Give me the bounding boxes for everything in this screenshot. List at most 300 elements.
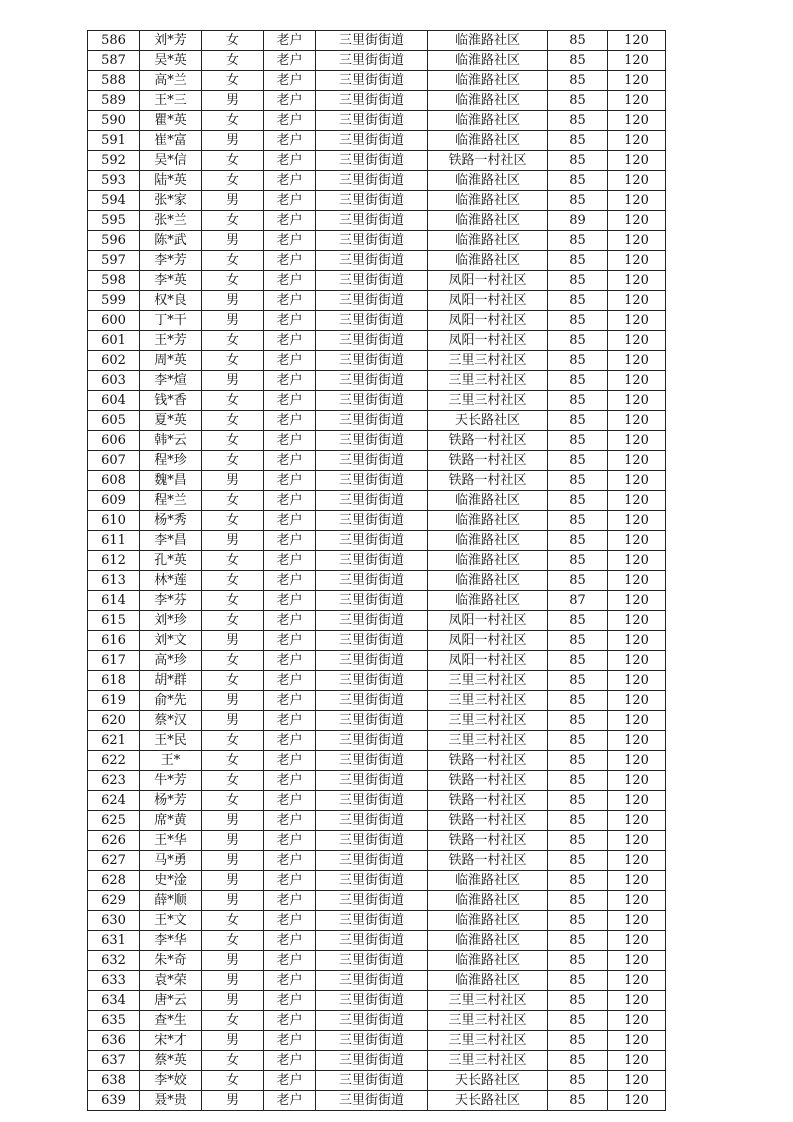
table-row xyxy=(88,1091,666,1111)
age-cell: 85 xyxy=(548,251,608,271)
gender-cell: 男 xyxy=(202,131,264,151)
amount-cell: 120 xyxy=(608,91,666,111)
subdistrict-cell: 三里街街道 xyxy=(316,951,428,971)
household-type-cell: 老户 xyxy=(264,471,316,491)
person-name-cell: 高*兰 xyxy=(140,71,202,91)
person-name-cell: 张*兰 xyxy=(140,211,202,231)
amount-cell: 120 xyxy=(608,391,666,411)
household-type-cell: 老户 xyxy=(264,731,316,751)
person-name-cell: 钱*香 xyxy=(140,391,202,411)
amount-cell: 120 xyxy=(608,1011,666,1031)
subdistrict-cell: 三里街街道 xyxy=(316,611,428,631)
community-cell: 临淮路社区 xyxy=(428,891,548,911)
person-name-cell: 丁*干 xyxy=(140,311,202,331)
community-cell: 三里三村社区 xyxy=(428,351,548,371)
household-type-cell: 老户 xyxy=(264,511,316,531)
row-number-cell: 606 xyxy=(88,431,140,451)
age-cell: 85 xyxy=(548,971,608,991)
household-type-cell: 老户 xyxy=(264,1011,316,1031)
subdistrict-cell: 三里街街道 xyxy=(316,451,428,471)
gender-cell: 女 xyxy=(202,911,264,931)
age-cell: 85 xyxy=(548,931,608,951)
table-row xyxy=(88,451,666,471)
row-number-cell: 605 xyxy=(88,411,140,431)
row-number-cell: 624 xyxy=(88,791,140,811)
gender-cell: 男 xyxy=(202,191,264,211)
age-cell: 85 xyxy=(548,391,608,411)
row-number-cell: 586 xyxy=(88,31,140,51)
age-cell: 85 xyxy=(548,1091,608,1111)
person-name-cell: 席*黄 xyxy=(140,811,202,831)
subdistrict-cell: 三里街街道 xyxy=(316,471,428,491)
community-cell: 凤阳一村社区 xyxy=(428,611,548,631)
person-name-cell: 崔*富 xyxy=(140,131,202,151)
subdistrict-cell: 三里街街道 xyxy=(316,491,428,511)
amount-cell: 120 xyxy=(608,531,666,551)
age-cell: 85 xyxy=(548,631,608,651)
community-cell: 天长路社区 xyxy=(428,1091,548,1111)
subdistrict-cell: 三里街街道 xyxy=(316,331,428,351)
community-cell: 三里三村社区 xyxy=(428,711,548,731)
amount-cell: 120 xyxy=(608,1091,666,1111)
table-row xyxy=(88,491,666,511)
row-number-cell: 600 xyxy=(88,311,140,331)
row-number-cell: 627 xyxy=(88,851,140,871)
community-cell: 临淮路社区 xyxy=(428,531,548,551)
subdistrict-cell: 三里街街道 xyxy=(316,711,428,731)
age-cell: 85 xyxy=(548,111,608,131)
gender-cell: 女 xyxy=(202,571,264,591)
age-cell: 85 xyxy=(548,351,608,371)
household-type-cell: 老户 xyxy=(264,371,316,391)
row-number-cell: 611 xyxy=(88,531,140,551)
household-type-cell: 老户 xyxy=(264,331,316,351)
row-number-cell: 587 xyxy=(88,51,140,71)
subdistrict-cell: 三里街街道 xyxy=(316,531,428,551)
row-number-cell: 596 xyxy=(88,231,140,251)
person-name-cell: 孔*英 xyxy=(140,551,202,571)
person-name-cell: 程*珍 xyxy=(140,451,202,471)
gender-cell: 男 xyxy=(202,1031,264,1051)
table-row xyxy=(88,551,666,571)
household-type-cell: 老户 xyxy=(264,691,316,711)
gender-cell: 男 xyxy=(202,811,264,831)
row-number-cell: 618 xyxy=(88,671,140,691)
amount-cell: 120 xyxy=(608,871,666,891)
household-type-cell: 老户 xyxy=(264,991,316,1011)
subdistrict-cell: 三里街街道 xyxy=(316,91,428,111)
community-cell: 三里三村社区 xyxy=(428,731,548,751)
person-name-cell: 吴*信 xyxy=(140,151,202,171)
row-number-cell: 604 xyxy=(88,391,140,411)
subdistrict-cell: 三里街街道 xyxy=(316,351,428,371)
gender-cell: 女 xyxy=(202,791,264,811)
row-number-cell: 625 xyxy=(88,811,140,831)
row-number-cell: 628 xyxy=(88,871,140,891)
amount-cell: 120 xyxy=(608,371,666,391)
gender-cell: 女 xyxy=(202,1051,264,1071)
amount-cell: 120 xyxy=(608,511,666,531)
table-row xyxy=(88,931,666,951)
person-name-cell: 韩*云 xyxy=(140,431,202,451)
person-name-cell: 李*英 xyxy=(140,271,202,291)
age-cell: 85 xyxy=(548,171,608,191)
community-cell: 临淮路社区 xyxy=(428,31,548,51)
subdistrict-cell: 三里街街道 xyxy=(316,131,428,151)
community-cell: 三里三村社区 xyxy=(428,671,548,691)
row-number-cell: 621 xyxy=(88,731,140,751)
gender-cell: 女 xyxy=(202,51,264,71)
community-cell: 三里三村社区 xyxy=(428,691,548,711)
gender-cell: 女 xyxy=(202,171,264,191)
gender-cell: 男 xyxy=(202,691,264,711)
row-number-cell: 588 xyxy=(88,71,140,91)
table-row xyxy=(88,291,666,311)
household-type-cell: 老户 xyxy=(264,71,316,91)
subdistrict-cell: 三里街街道 xyxy=(316,851,428,871)
amount-cell: 120 xyxy=(608,611,666,631)
household-type-cell: 老户 xyxy=(264,671,316,691)
table-row xyxy=(88,411,666,431)
gender-cell: 女 xyxy=(202,591,264,611)
amount-cell: 120 xyxy=(608,411,666,431)
person-name-cell: 胡*群 xyxy=(140,671,202,691)
age-cell: 85 xyxy=(548,671,608,691)
amount-cell: 120 xyxy=(608,211,666,231)
community-cell: 临淮路社区 xyxy=(428,91,548,111)
age-cell: 85 xyxy=(548,731,608,751)
person-name-cell: 权*良 xyxy=(140,291,202,311)
table-row xyxy=(88,991,666,1011)
age-cell: 85 xyxy=(548,1031,608,1051)
subdistrict-cell: 三里街街道 xyxy=(316,111,428,131)
row-number-cell: 615 xyxy=(88,611,140,631)
row-number-cell: 597 xyxy=(88,251,140,271)
age-cell: 85 xyxy=(548,551,608,571)
table-row xyxy=(88,251,666,271)
community-cell: 临淮路社区 xyxy=(428,191,548,211)
household-type-cell: 老户 xyxy=(264,491,316,511)
community-cell: 凤阳一村社区 xyxy=(428,331,548,351)
row-number-cell: 608 xyxy=(88,471,140,491)
table-row xyxy=(88,271,666,291)
person-name-cell: 唐*云 xyxy=(140,991,202,1011)
community-cell: 凤阳一村社区 xyxy=(428,271,548,291)
age-cell: 85 xyxy=(548,851,608,871)
gender-cell: 女 xyxy=(202,331,264,351)
person-name-cell: 李*煊 xyxy=(140,371,202,391)
age-cell: 85 xyxy=(548,451,608,471)
amount-cell: 120 xyxy=(608,571,666,591)
age-cell: 85 xyxy=(548,1011,608,1031)
household-type-cell: 老户 xyxy=(264,411,316,431)
household-type-cell: 老户 xyxy=(264,971,316,991)
community-cell: 临淮路社区 xyxy=(428,571,548,591)
gender-cell: 女 xyxy=(202,1011,264,1031)
table-row xyxy=(88,471,666,491)
subdistrict-cell: 三里街街道 xyxy=(316,831,428,851)
subdistrict-cell: 三里街街道 xyxy=(316,971,428,991)
table-row xyxy=(88,191,666,211)
age-cell: 85 xyxy=(548,331,608,351)
household-type-cell: 老户 xyxy=(264,891,316,911)
subdistrict-cell: 三里街街道 xyxy=(316,231,428,251)
household-type-cell: 老户 xyxy=(264,751,316,771)
table-row xyxy=(88,91,666,111)
age-cell: 85 xyxy=(548,411,608,431)
subdistrict-cell: 三里街街道 xyxy=(316,371,428,391)
amount-cell: 120 xyxy=(608,271,666,291)
gender-cell: 男 xyxy=(202,891,264,911)
gender-cell: 男 xyxy=(202,631,264,651)
community-cell: 临淮路社区 xyxy=(428,871,548,891)
row-number-cell: 636 xyxy=(88,1031,140,1051)
table-row xyxy=(88,151,666,171)
age-cell: 85 xyxy=(548,511,608,531)
household-type-cell: 老户 xyxy=(264,191,316,211)
community-cell: 三里三村社区 xyxy=(428,1011,548,1031)
subdistrict-cell: 三里街街道 xyxy=(316,391,428,411)
table-row xyxy=(88,771,666,791)
person-name-cell: 李*华 xyxy=(140,931,202,951)
community-cell: 凤阳一村社区 xyxy=(428,311,548,331)
table-row xyxy=(88,51,666,71)
household-type-cell: 老户 xyxy=(264,271,316,291)
household-type-cell: 老户 xyxy=(264,231,316,251)
table-row xyxy=(88,751,666,771)
household-type-cell: 老户 xyxy=(264,291,316,311)
subdistrict-cell: 三里街街道 xyxy=(316,791,428,811)
row-number-cell: 613 xyxy=(88,571,140,591)
subdistrict-cell: 三里街街道 xyxy=(316,211,428,231)
age-cell: 85 xyxy=(548,711,608,731)
person-name-cell: 史*淦 xyxy=(140,871,202,891)
age-cell: 85 xyxy=(548,571,608,591)
subdistrict-cell: 三里街街道 xyxy=(316,51,428,71)
table-row xyxy=(88,311,666,331)
gender-cell: 女 xyxy=(202,411,264,431)
household-type-cell: 老户 xyxy=(264,1031,316,1051)
amount-cell: 120 xyxy=(608,471,666,491)
community-cell: 临淮路社区 xyxy=(428,71,548,91)
amount-cell: 120 xyxy=(608,191,666,211)
row-number-cell: 617 xyxy=(88,651,140,671)
person-name-cell: 李*姣 xyxy=(140,1071,202,1091)
row-number-cell: 603 xyxy=(88,371,140,391)
age-cell: 85 xyxy=(548,651,608,671)
household-type-cell: 老户 xyxy=(264,1071,316,1091)
row-number-cell: 632 xyxy=(88,951,140,971)
row-number-cell: 589 xyxy=(88,91,140,111)
community-cell: 铁路一村社区 xyxy=(428,451,548,471)
person-name-cell: 王*华 xyxy=(140,831,202,851)
gender-cell: 女 xyxy=(202,351,264,371)
gender-cell: 女 xyxy=(202,391,264,411)
community-cell: 临淮路社区 xyxy=(428,211,548,231)
age-cell: 85 xyxy=(548,471,608,491)
age-cell: 85 xyxy=(548,291,608,311)
amount-cell: 120 xyxy=(608,71,666,91)
amount-cell: 120 xyxy=(608,791,666,811)
age-cell: 85 xyxy=(548,751,608,771)
table-row xyxy=(88,431,666,451)
subdistrict-cell: 三里街街道 xyxy=(316,291,428,311)
subdistrict-cell: 三里街街道 xyxy=(316,671,428,691)
gender-cell: 男 xyxy=(202,851,264,871)
amount-cell: 120 xyxy=(608,931,666,951)
person-name-cell: 刘*文 xyxy=(140,631,202,651)
subdistrict-cell: 三里街街道 xyxy=(316,171,428,191)
subdistrict-cell: 三里街街道 xyxy=(316,571,428,591)
person-name-cell: 薛*顺 xyxy=(140,891,202,911)
amount-cell: 120 xyxy=(608,711,666,731)
age-cell: 85 xyxy=(548,1051,608,1071)
age-cell: 85 xyxy=(548,131,608,151)
amount-cell: 120 xyxy=(608,491,666,511)
table-row xyxy=(88,1051,666,1071)
household-type-cell: 老户 xyxy=(264,391,316,411)
age-cell: 85 xyxy=(548,771,608,791)
person-name-cell: 聂*贵 xyxy=(140,1091,202,1111)
row-number-cell: 607 xyxy=(88,451,140,471)
table-body xyxy=(88,31,666,1111)
table-row xyxy=(88,851,666,871)
community-cell: 铁路一村社区 xyxy=(428,831,548,851)
age-cell: 85 xyxy=(548,871,608,891)
household-type-cell: 老户 xyxy=(264,91,316,111)
table-row xyxy=(88,371,666,391)
gender-cell: 女 xyxy=(202,751,264,771)
household-type-cell: 老户 xyxy=(264,151,316,171)
table-row xyxy=(88,531,666,551)
community-cell: 临淮路社区 xyxy=(428,911,548,931)
community-cell: 临淮路社区 xyxy=(428,111,548,131)
amount-cell: 120 xyxy=(608,151,666,171)
row-number-cell: 601 xyxy=(88,331,140,351)
community-cell: 凤阳一村社区 xyxy=(428,651,548,671)
age-cell: 85 xyxy=(548,71,608,91)
table-row xyxy=(88,691,666,711)
subdistrict-cell: 三里街街道 xyxy=(316,411,428,431)
person-name-cell: 杨*芳 xyxy=(140,791,202,811)
subdistrict-cell: 三里街街道 xyxy=(316,891,428,911)
age-cell: 85 xyxy=(548,371,608,391)
gender-cell: 男 xyxy=(202,991,264,1011)
person-name-cell: 李*芬 xyxy=(140,591,202,611)
age-cell: 85 xyxy=(548,191,608,211)
subdistrict-cell: 三里街街道 xyxy=(316,771,428,791)
community-cell: 临淮路社区 xyxy=(428,171,548,191)
table-row xyxy=(88,671,666,691)
gender-cell: 男 xyxy=(202,291,264,311)
household-type-cell: 老户 xyxy=(264,831,316,851)
amount-cell: 120 xyxy=(608,591,666,611)
age-cell: 85 xyxy=(548,811,608,831)
table-row xyxy=(88,831,666,851)
household-type-cell: 老户 xyxy=(264,871,316,891)
amount-cell: 120 xyxy=(608,231,666,251)
subdistrict-cell: 三里街街道 xyxy=(316,251,428,271)
gender-cell: 女 xyxy=(202,771,264,791)
table-row xyxy=(88,131,666,151)
age-cell: 85 xyxy=(548,611,608,631)
household-type-cell: 老户 xyxy=(264,1091,316,1111)
community-cell: 铁路一村社区 xyxy=(428,771,548,791)
community-cell: 临淮路社区 xyxy=(428,591,548,611)
row-number-cell: 629 xyxy=(88,891,140,911)
person-name-cell: 陆*英 xyxy=(140,171,202,191)
age-cell: 85 xyxy=(548,951,608,971)
amount-cell: 120 xyxy=(608,831,666,851)
gender-cell: 男 xyxy=(202,531,264,551)
gender-cell: 男 xyxy=(202,91,264,111)
table-row xyxy=(88,791,666,811)
person-name-cell: 林*莲 xyxy=(140,571,202,591)
person-name-cell: 宋*才 xyxy=(140,1031,202,1051)
subdistrict-cell: 三里街街道 xyxy=(316,71,428,91)
gender-cell: 女 xyxy=(202,511,264,531)
person-name-cell: 王*文 xyxy=(140,911,202,931)
amount-cell: 120 xyxy=(608,111,666,131)
community-cell: 铁路一村社区 xyxy=(428,811,548,831)
gender-cell: 女 xyxy=(202,671,264,691)
household-type-cell: 老户 xyxy=(264,951,316,971)
row-number-cell: 620 xyxy=(88,711,140,731)
community-cell: 铁路一村社区 xyxy=(428,151,548,171)
community-cell: 临淮路社区 xyxy=(428,551,548,571)
household-type-cell: 老户 xyxy=(264,131,316,151)
subdistrict-cell: 三里街街道 xyxy=(316,271,428,291)
table-row xyxy=(88,571,666,591)
household-type-cell: 老户 xyxy=(264,451,316,471)
community-cell: 凤阳一村社区 xyxy=(428,631,548,651)
amount-cell: 120 xyxy=(608,991,666,1011)
person-name-cell: 陈*武 xyxy=(140,231,202,251)
table-row xyxy=(88,171,666,191)
person-name-cell: 吴*英 xyxy=(140,51,202,71)
age-cell: 85 xyxy=(548,491,608,511)
row-number-cell: 626 xyxy=(88,831,140,851)
person-name-cell: 袁*荣 xyxy=(140,971,202,991)
age-cell: 85 xyxy=(548,31,608,51)
amount-cell: 120 xyxy=(608,311,666,331)
age-cell: 87 xyxy=(548,591,608,611)
amount-cell: 120 xyxy=(608,651,666,671)
community-cell: 凤阳一村社区 xyxy=(428,291,548,311)
subdistrict-cell: 三里街街道 xyxy=(316,551,428,571)
gender-cell: 男 xyxy=(202,231,264,251)
table-row xyxy=(88,811,666,831)
amount-cell: 120 xyxy=(608,631,666,651)
gender-cell: 女 xyxy=(202,111,264,131)
amount-cell: 120 xyxy=(608,751,666,771)
community-cell: 临淮路社区 xyxy=(428,131,548,151)
person-name-cell: 杨*秀 xyxy=(140,511,202,531)
subdistrict-cell: 三里街街道 xyxy=(316,151,428,171)
subdistrict-cell: 三里街街道 xyxy=(316,991,428,1011)
community-cell: 临淮路社区 xyxy=(428,251,548,271)
person-name-cell: 瞿*英 xyxy=(140,111,202,131)
subdistrict-cell: 三里街街道 xyxy=(316,1091,428,1111)
age-cell: 85 xyxy=(548,231,608,251)
gender-cell: 女 xyxy=(202,1071,264,1091)
table-row xyxy=(88,351,666,371)
person-name-cell: 王*民 xyxy=(140,731,202,751)
household-type-cell: 老户 xyxy=(264,791,316,811)
person-name-cell: 蔡*汉 xyxy=(140,711,202,731)
community-cell: 三里三村社区 xyxy=(428,1031,548,1051)
row-number-cell: 598 xyxy=(88,271,140,291)
